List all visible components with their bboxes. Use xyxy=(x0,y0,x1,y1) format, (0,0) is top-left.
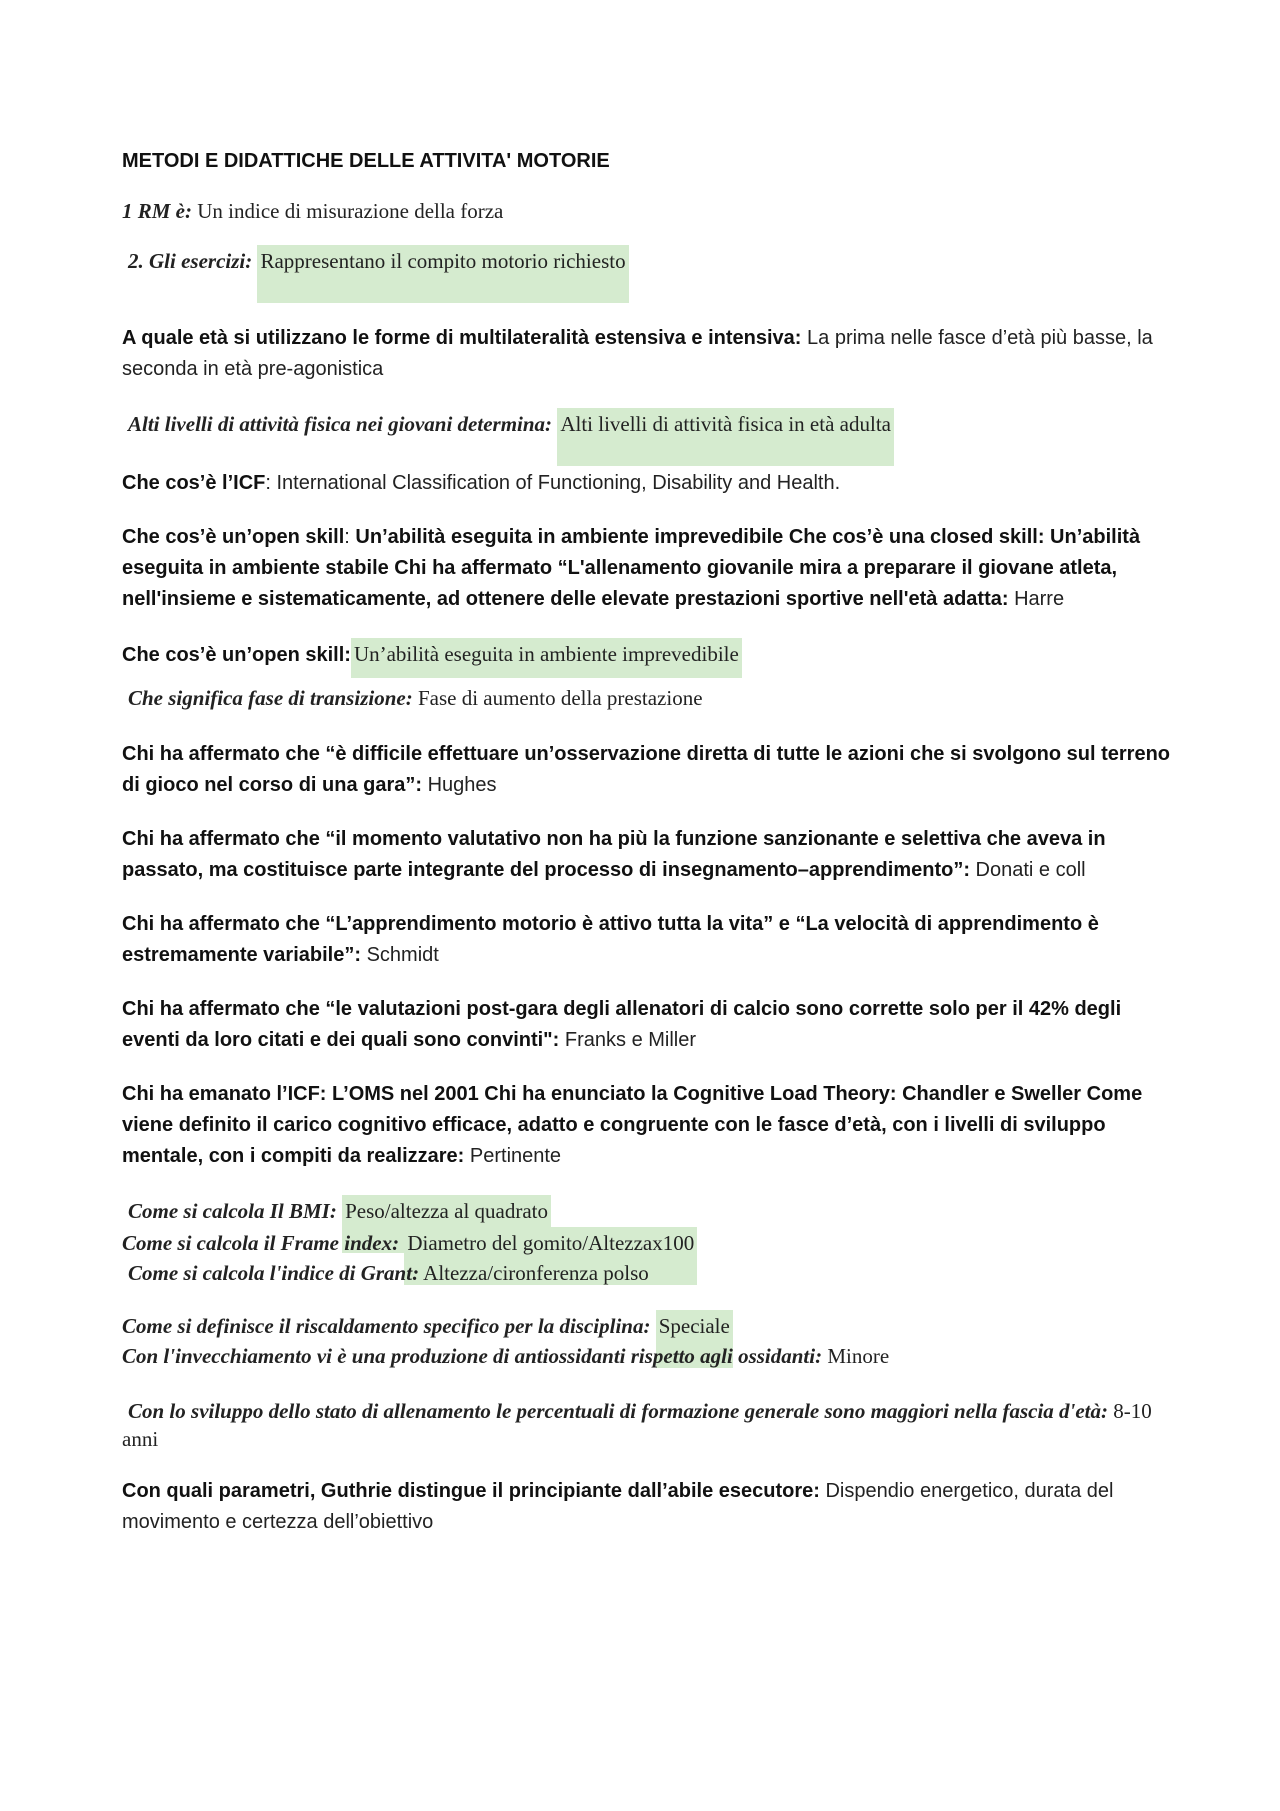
answer: Un indice di misurazione della forza xyxy=(192,199,504,223)
qa-entry xyxy=(122,522,1172,615)
question: Chi ha affermato che “il momento valutativo non ha più la funzione sanzionante e selettiva che aveva in passato, ma costituisce parte integrante del processo di insegnamento–apprendimento”: xyxy=(122,828,1106,881)
separator: : xyxy=(344,526,356,548)
question: Chi ha affermato che “L’apprendimento motorio è attivo tutta la vita” e “La velocità di apprendimento è estremamente variabile”: xyxy=(122,913,1099,966)
qa-entry xyxy=(122,1342,1172,1370)
qa-entry xyxy=(122,638,1172,678)
document-title: METODI E DIDATTICHE DELLE ATTIVITA' MOTORIE xyxy=(122,150,610,172)
qa-entry xyxy=(122,197,1172,225)
answer: Franks e Miller xyxy=(559,1029,697,1051)
question: Che significa fase di transizione: xyxy=(128,686,413,710)
qa-entry xyxy=(122,1476,1172,1538)
question: Con l'invecchiamento vi è una produzione di antiossidanti rispetto agli ossidanti: xyxy=(122,1344,823,1368)
answer: Fase di aumento della prestazione xyxy=(412,686,703,710)
question: Chi ha affermato che “le valutazioni post-gara degli allenatori di calcio sono corrette solo per il 42% degli eventi da loro citati e dei quali sono convinti": xyxy=(122,998,1122,1051)
highlighted-answer: Un’abilità eseguita in ambiente imprevedibile xyxy=(351,638,742,678)
question: Con quali parametri, Guthrie distingue il principiante dall’abile esecutore: xyxy=(122,1480,820,1502)
answer: Minore xyxy=(822,1344,890,1368)
qa-entry xyxy=(122,824,1172,886)
highlighted-answer: Alti livelli di attività fisica in età adulta xyxy=(557,408,894,466)
answer: Schmidt xyxy=(361,944,439,966)
answer: Altezza/cironferenza polso xyxy=(419,1261,649,1285)
qa-entry xyxy=(122,994,1172,1056)
question: Che cos’è l’ICF xyxy=(122,472,266,494)
question: Chi ha affermato che “è difficile effettuare un’osservazione diretta di tutte le azioni che si svolgono sul terreno di gioco nel corso di una gara”: xyxy=(122,743,1170,796)
qa-entry xyxy=(122,1397,1172,1453)
question: Come si calcola l'indice di Grant: xyxy=(128,1261,420,1285)
qa-entry xyxy=(122,1079,1172,1172)
question: 1 RM è: xyxy=(122,199,192,223)
question: Come si definisce il riscaldamento specifico per la disciplina: xyxy=(122,1314,651,1338)
qa-entry xyxy=(122,684,1172,712)
qa-entry xyxy=(122,1259,1172,1287)
qa-entry xyxy=(122,408,1172,466)
question: Chi ha emanato l’ICF: L’OMS nel 2001 Chi ha enunciato la Cognitive Load Theory: Chandler e Sweller Come viene definito il carico cognitivo efficace, adatto e congruente con le fasce d’età, con i livelli di sviluppo mentale, con i compiti da realizzare: xyxy=(122,1083,1143,1167)
highlighted-answer: Rappresentano il compito motorio richiesto xyxy=(257,245,628,303)
qa-entry xyxy=(122,909,1172,971)
answer: Donati e coll xyxy=(969,859,1086,881)
answer: Pertinente xyxy=(464,1145,562,1167)
highlighted-answer: Diametro del gomito/Altezzax100 xyxy=(404,1227,697,1285)
question: Che cos’è un’open skill: xyxy=(122,644,351,666)
question: 2. Gli esercizi: xyxy=(128,249,253,273)
question: Alti livelli di attività fisica nei giovani determina: xyxy=(128,412,553,436)
document-body xyxy=(122,146,1172,1538)
qa-entry xyxy=(122,245,1172,303)
answer: Harre xyxy=(1008,588,1065,610)
qa-entry xyxy=(122,468,1172,499)
highlighted-answer: Speciale xyxy=(656,1310,733,1368)
answer: La prima nelle fasce d’età più basse, la seconda in età pre-agonistica xyxy=(122,327,1153,380)
answer: Dispendio energetico, durata del movimento e certezza dell’obiettivo xyxy=(122,1480,1114,1533)
answer: : International Classification of Functioning, Disability and Health. xyxy=(265,472,841,494)
qa-entry xyxy=(122,323,1172,385)
highlighted-answer: Peso/altezza al quadrato xyxy=(342,1195,551,1253)
question: Con lo sviluppo dello stato di allenamento le percentuali di formazione generale sono maggiori nella fascia d'età: xyxy=(128,1399,1109,1423)
qa-entry xyxy=(122,739,1172,801)
question: A quale età si utilizzano le forme di multilateralità estensiva e intensiva: xyxy=(122,327,802,349)
question: Che cos’è un’open skill xyxy=(122,526,345,548)
answer: Hughes xyxy=(422,774,497,796)
question: Come si calcola Il BMI: xyxy=(128,1199,337,1223)
question-continued: Un’abilità eseguita in ambiente imprevedibile Che cos’è una closed skill: Un’abilità eseguita in ambiente stabile Chi ha affermato “L'allenamento giovanile mira a preparare il giovane atleta, nell'insieme e sistematicamente, ad ottenere delle elevate prestazioni sportive nell'età adatta: xyxy=(122,526,1141,610)
question: Come si calcola il Frame index: xyxy=(122,1231,400,1255)
answer: 8-10 anni xyxy=(122,1399,1152,1451)
